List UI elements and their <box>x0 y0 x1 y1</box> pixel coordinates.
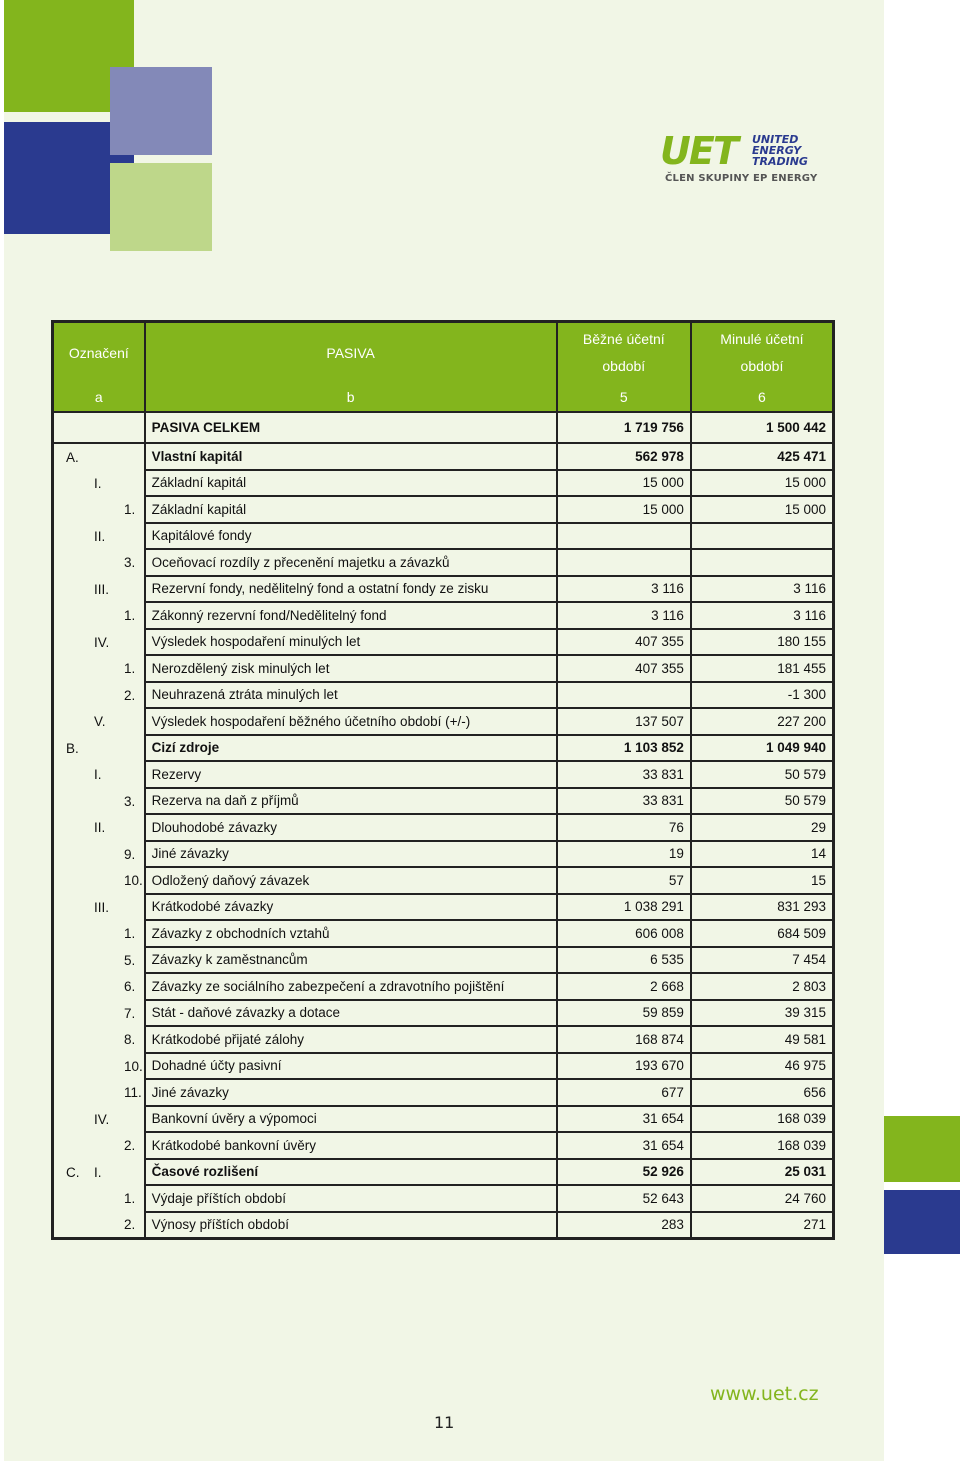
row-code-levels <box>60 1080 142 1104</box>
row-code-levels <box>60 1054 143 1078</box>
row-current: 6 535 <box>557 947 691 974</box>
row-previous: 7 454 <box>691 947 834 974</box>
table-row <box>53 1212 834 1239</box>
row-previous: 271 <box>691 1212 834 1239</box>
uet-logo <box>660 129 830 188</box>
total-row <box>53 412 834 443</box>
row-label: Jiné závazky <box>145 841 557 868</box>
row-code-l1: II. <box>94 528 106 544</box>
row-current: 31 654 <box>557 1106 691 1133</box>
row-code-l2: 11. <box>124 1085 142 1101</box>
row-code-levels <box>60 524 138 548</box>
table-row <box>53 523 834 550</box>
row-code <box>53 549 145 576</box>
row-previous: 15 000 <box>691 470 834 497</box>
table-row <box>53 1000 834 1027</box>
decor-square-lightgreen <box>110 163 212 251</box>
row-code <box>53 947 145 974</box>
row-label: Rezervní fondy, nedělitelný fond a ostatní fondy ze zisku <box>145 576 557 603</box>
row-current: 33 831 <box>557 761 691 788</box>
table-row <box>53 602 834 629</box>
row-previous: 656 <box>691 1079 834 1106</box>
row-current <box>557 523 691 550</box>
row-current: 19 <box>557 841 691 868</box>
row-previous: 15 <box>691 867 834 894</box>
row-code-l2: 1. <box>124 1191 136 1207</box>
table-row <box>53 1106 834 1133</box>
row-previous: 24 760 <box>691 1185 834 1212</box>
row-code-l1: I. <box>94 767 102 783</box>
row-label: Rezervy <box>145 761 557 788</box>
row-previous: 3 116 <box>691 576 834 603</box>
row-label: Dlouhodobé závazky <box>145 814 557 841</box>
row-code <box>53 894 145 921</box>
row-current: 283 <box>557 1212 691 1239</box>
row-code <box>53 973 145 1000</box>
row-label: Závazky ze sociálního zabezpečení a zdravotního pojištění <box>145 973 557 1000</box>
row-code-l2: 1. <box>124 926 136 942</box>
table-row <box>53 947 834 974</box>
row-code-l1: I. <box>94 475 102 491</box>
row-code-l0: C. <box>66 1164 80 1180</box>
table-row <box>53 894 834 921</box>
row-label: Základní kapitál <box>145 496 557 523</box>
row-code <box>53 788 145 815</box>
row-code <box>53 523 145 550</box>
row-code-levels <box>60 577 138 601</box>
row-previous: 15 000 <box>691 496 834 523</box>
row-current: 59 859 <box>557 1000 691 1027</box>
row-label: Oceňovací rozdíly z přecenění majetku a závazků <box>145 549 557 576</box>
row-code-l2: 2. <box>124 1217 136 1233</box>
row-code-levels <box>60 1212 138 1236</box>
total-code <box>53 412 145 443</box>
row-label: Jiné závazky <box>145 1079 557 1106</box>
row-previous: 14 <box>691 841 834 868</box>
row-current: 3 116 <box>557 576 691 603</box>
row-previous: 425 471 <box>777 448 826 464</box>
row-current: 57 <box>557 867 691 894</box>
row-label: Závazky z obchodních vztahů <box>145 920 557 947</box>
total-label: PASIVA CELKEM <box>145 412 557 443</box>
row-code <box>53 814 145 841</box>
row-code-l1: I. <box>94 1164 102 1180</box>
logo-line-3: TRADING <box>752 155 808 168</box>
row-code-levels <box>60 709 138 733</box>
row-label: Odložený daňový závazek <box>145 867 557 894</box>
row-code <box>53 1000 145 1027</box>
row-code <box>53 576 145 603</box>
row-code-l2: 1. <box>124 608 136 624</box>
row-code-l2: 2. <box>124 1138 136 1154</box>
row-previous: 46 975 <box>691 1053 834 1080</box>
row-previous: -1 300 <box>691 682 834 709</box>
table-row <box>53 1159 834 1186</box>
row-current: 168 874 <box>557 1026 691 1053</box>
row-previous: 50 579 <box>691 761 834 788</box>
table-row <box>53 1185 834 1212</box>
table-row <box>53 761 834 788</box>
row-label: Základní kapitál <box>145 470 557 497</box>
row-code-levels <box>60 1027 138 1051</box>
row-code-levels <box>60 974 138 998</box>
row-code-l1: IV. <box>94 1111 110 1127</box>
logo-line-1: UNITED <box>752 133 799 146</box>
logo-mark: UET <box>660 129 737 173</box>
row-code-l2: 3. <box>124 555 136 571</box>
table-row <box>53 1026 834 1053</box>
row-current: 3 116 <box>557 602 691 629</box>
row-code-levels <box>60 842 138 866</box>
row-current: 15 000 <box>557 496 691 523</box>
row-code-l2: 2. <box>124 687 136 703</box>
row-code <box>53 867 145 894</box>
header-col-b: PASIVA <box>145 322 557 384</box>
row-current: 677 <box>557 1079 691 1106</box>
row-code-levels <box>60 445 138 469</box>
row-code-levels <box>60 815 138 839</box>
row-current: 52 926 <box>557 1159 691 1186</box>
header-col-a: Označení <box>53 322 145 384</box>
row-previous: 39 315 <box>691 1000 834 1027</box>
logo-wordmark <box>752 134 808 167</box>
row-code-levels <box>60 948 138 972</box>
row-previous: 168 039 <box>691 1106 834 1133</box>
row-code-l0: B. <box>66 740 79 756</box>
row-previous: 684 509 <box>691 920 834 947</box>
row-code-l1: II. <box>94 820 106 836</box>
row-label: Časové rozlišení <box>145 1159 557 1186</box>
row-code-l1: V. <box>94 714 106 730</box>
table-row <box>53 735 834 762</box>
row-label: Výnosy příštích období <box>145 1212 557 1239</box>
row-previous: 3 116 <box>691 602 834 629</box>
row-code-levels <box>60 603 138 627</box>
row-current: 1 103 852 <box>557 735 691 762</box>
row-current: 2 668 <box>557 973 691 1000</box>
header-col-6-line-2: období <box>740 358 784 374</box>
row-label: Neuhrazená ztráta minulých let <box>145 682 557 709</box>
row-code <box>53 1106 145 1133</box>
table-row <box>53 682 834 709</box>
row-code <box>53 1185 145 1212</box>
row-current: 31 654 <box>557 1132 691 1159</box>
row-label: Krátkodobé bankovní úvěry <box>145 1132 557 1159</box>
row-label: Krátkodobé přijaté zálohy <box>145 1026 557 1053</box>
row-code-l2: 9. <box>124 846 136 862</box>
logo-line-2: ENERGY <box>752 144 802 157</box>
table-row <box>53 973 834 1000</box>
row-previous: 1 049 940 <box>691 735 834 762</box>
header-row <box>53 322 834 384</box>
code-a: a <box>53 383 145 412</box>
total-previous: 1 500 442 <box>691 412 834 443</box>
table-row <box>53 655 834 682</box>
row-label: Dohadné účty pasivní <box>145 1053 557 1080</box>
row-previous: 50 579 <box>691 788 834 815</box>
row-code <box>53 1212 145 1239</box>
header-col-6 <box>691 322 834 384</box>
row-code-levels <box>60 868 143 892</box>
row-code-l2: 7. <box>124 1005 136 1021</box>
row-code-l0: A. <box>66 449 79 465</box>
row-code <box>53 602 145 629</box>
row-current <box>557 549 691 576</box>
row-label: Zákonný rezervní fond/Nedělitelný fond <box>145 602 557 629</box>
row-code <box>53 496 145 523</box>
row-code <box>53 629 145 656</box>
row-code <box>53 1026 145 1053</box>
row-code-levels <box>60 762 138 786</box>
row-code-levels <box>60 1186 138 1210</box>
row-label: Nerozdělený zisk minulých let <box>145 655 557 682</box>
row-code <box>53 1053 145 1080</box>
header-code-row <box>53 383 834 412</box>
row-code-l2: 1. <box>124 502 136 518</box>
code-b: b <box>145 383 557 412</box>
row-code-levels <box>60 1001 138 1025</box>
row-code-levels <box>60 497 138 521</box>
row-label: Cizí zdroje <box>145 735 557 762</box>
row-label: Stát - daňové závazky a dotace <box>145 1000 557 1027</box>
row-code <box>53 920 145 947</box>
row-code <box>53 443 145 470</box>
row-code-l2: 5. <box>124 952 136 968</box>
row-label: Výdaje příštích období <box>145 1185 557 1212</box>
website-link[interactable]: www.uet.cz <box>710 1383 819 1405</box>
row-previous: 180 155 <box>691 629 834 656</box>
row-previous <box>691 549 834 576</box>
row-previous: 49 581 <box>691 1026 834 1053</box>
row-code-levels <box>60 789 138 813</box>
logo-subtitle: ČLEN SKUPINY EP ENERGY <box>665 173 818 184</box>
row-current <box>557 682 691 709</box>
row-current: 606 008 <box>557 920 691 947</box>
code-6: 6 <box>691 383 834 412</box>
row-code-levels <box>60 1133 138 1157</box>
row-code <box>53 470 145 497</box>
table-row <box>53 788 834 815</box>
row-current: 407 355 <box>557 629 691 656</box>
row-code <box>53 1132 145 1159</box>
row-code <box>53 708 145 735</box>
row-code-l2: 10. <box>124 873 143 889</box>
row-code-levels <box>60 895 138 919</box>
row-code-l2: 1. <box>124 661 136 677</box>
row-previous: 25 031 <box>691 1159 834 1186</box>
row-code-levels <box>60 1160 138 1184</box>
table-row <box>53 867 834 894</box>
table-row <box>53 629 834 656</box>
row-current: 15 000 <box>557 470 691 497</box>
table-row <box>53 1132 834 1159</box>
row-current: 193 670 <box>557 1053 691 1080</box>
row-label: Kapitálové fondy <box>145 523 557 550</box>
row-code-l2: 10. <box>124 1058 143 1074</box>
row-code <box>53 761 145 788</box>
balance-sheet-table <box>51 320 835 1240</box>
row-current: 562 978 <box>557 443 691 470</box>
row-previous: 29 <box>691 814 834 841</box>
row-code <box>53 735 145 762</box>
row-code-levels <box>60 1107 138 1131</box>
row-code <box>53 682 145 709</box>
row-previous: 227 200 <box>691 708 834 735</box>
row-code <box>53 1159 145 1186</box>
code-5: 5 <box>557 383 691 412</box>
row-current: 1 038 291 <box>557 894 691 921</box>
row-previous: 181 455 <box>691 655 834 682</box>
row-code-l1: IV. <box>94 634 110 650</box>
row-code-levels <box>60 921 138 945</box>
row-current: 33 831 <box>557 788 691 815</box>
row-code-levels <box>60 656 138 680</box>
row-current: 407 355 <box>557 655 691 682</box>
row-code <box>53 1079 145 1106</box>
row-code <box>53 841 145 868</box>
decor-square-green-right <box>884 1116 960 1182</box>
table-row <box>53 549 834 576</box>
table-row <box>53 920 834 947</box>
row-label: Vlastní kapitál <box>145 443 557 470</box>
row-code-l2: 6. <box>124 979 136 995</box>
row-code-l2: 3. <box>124 793 136 809</box>
row-code-levels <box>60 736 138 760</box>
header-col-6-line-1: Minulé účetní <box>720 331 804 347</box>
row-code-levels <box>60 683 138 707</box>
row-label: Závazky k zaměstnancům <box>145 947 557 974</box>
row-code-l2: 8. <box>124 1032 136 1048</box>
row-code-levels <box>60 471 138 495</box>
header-col-5-line-2: období <box>602 358 646 374</box>
row-code-l1: III. <box>94 581 110 597</box>
page-number: 11 <box>434 1413 455 1432</box>
decor-square-navy-right <box>884 1190 960 1254</box>
row-previous: 2 803 <box>691 973 834 1000</box>
row-label: Výsledek hospodaření běžného účetního období (+/-) <box>145 708 557 735</box>
header-col-5-line-1: Běžné účetní <box>582 331 665 347</box>
row-label: Bankovní úvěry a výpomoci <box>145 1106 557 1133</box>
row-previous <box>691 523 834 550</box>
row-code-levels <box>60 630 138 654</box>
row-code-levels <box>60 550 138 574</box>
total-current: 1 719 756 <box>557 412 691 443</box>
table-row <box>53 708 834 735</box>
row-previous: 168 039 <box>691 1132 834 1159</box>
table-row <box>53 1079 834 1106</box>
table-row <box>53 814 834 841</box>
row-label: Výsledek hospodaření minulých let <box>145 629 557 656</box>
row-label: Rezerva na daň z příjmů <box>145 788 557 815</box>
table-row <box>53 841 834 868</box>
row-current: 137 507 <box>557 708 691 735</box>
decor-square-lavender <box>110 67 212 155</box>
row-previous: 831 293 <box>691 894 834 921</box>
table-row <box>53 1053 834 1080</box>
row-code-l1: III. <box>94 899 110 915</box>
row-current: 76 <box>557 814 691 841</box>
table-row <box>53 470 834 497</box>
table-row <box>53 443 834 470</box>
row-code <box>53 655 145 682</box>
row-current: 52 643 <box>557 1185 691 1212</box>
header-col-5 <box>557 322 691 384</box>
table-row <box>53 576 834 603</box>
table-row <box>53 496 834 523</box>
row-label: Krátkodobé závazky <box>145 894 557 921</box>
